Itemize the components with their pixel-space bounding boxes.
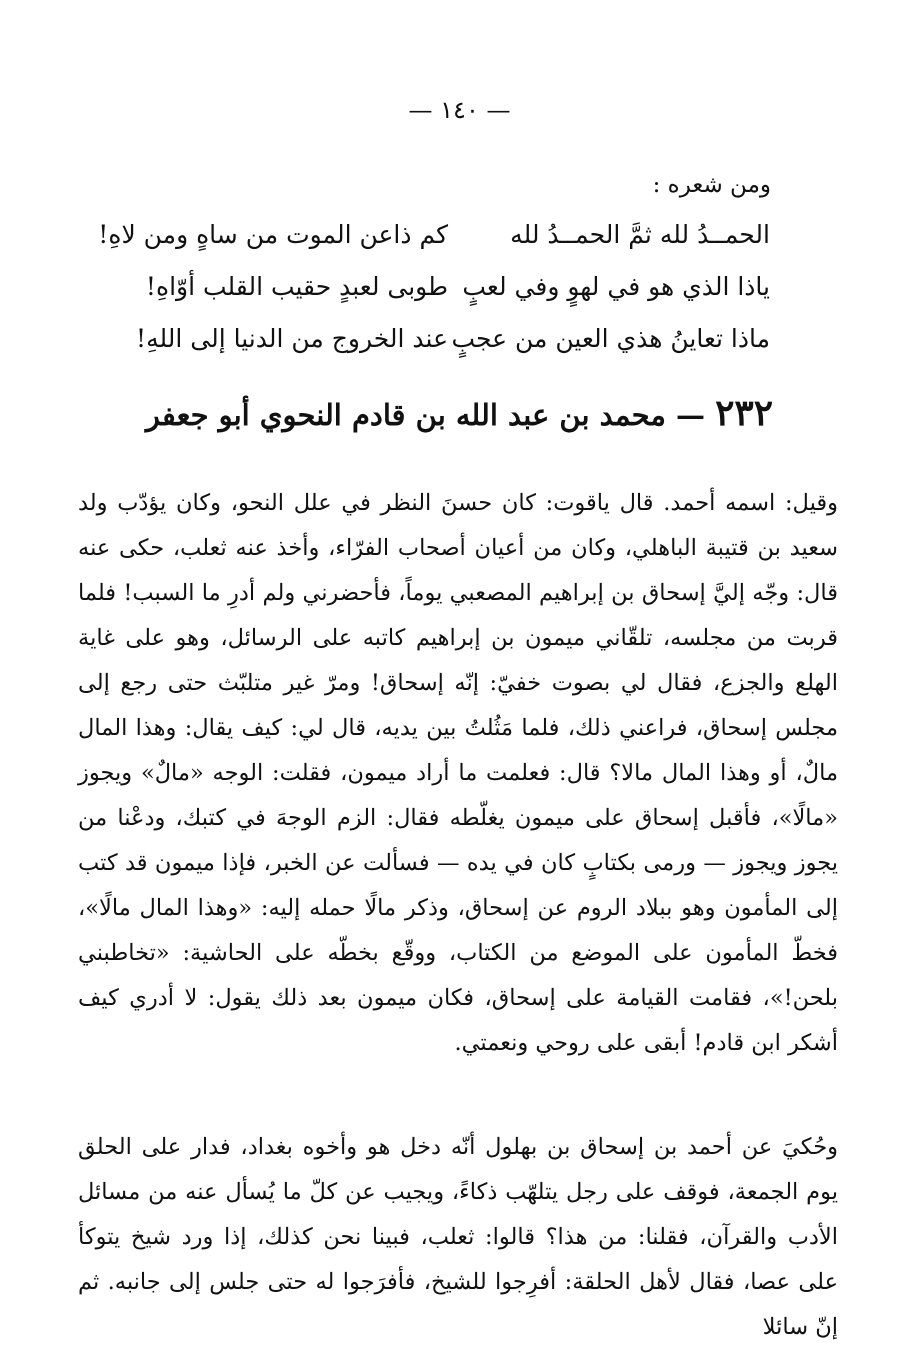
verse-second-hemistich: كم ذاعن الموت من ساهٍ ومن لاهِ!: [98, 220, 448, 249]
entry-title: — محمد بن عبد الله بن قادم النحوي أبو جعفر: [145, 398, 705, 432]
poem-verse: [136, 322, 770, 374]
verse-second-hemistich: عند الخروج من الدنيا إلى اللهِ!: [136, 324, 448, 353]
page-number: — ١٤٠ —: [408, 96, 511, 124]
poem-verse: [145, 270, 770, 322]
poem: [98, 218, 770, 374]
verse-first-hemistich: الحمــدُ لله ثمَّ الحمــدُ لله: [510, 220, 770, 249]
poem-verse: [98, 218, 770, 270]
body-paragraph: وحُكيَ عن أحمد بن إسحاق بن بهلول أنّه دخل هو وأخوه بغداد، فدار على الحلق يوم الجمعة، فوقف على رجل يتلهّب ذكاءً، ويجيب عن كلّ ما يُسأل عنه من مسائل الأدب والقرآن، فقلنا: من هذا؟ قالوا: ثعلب، فبينا نحن كذلك، إذا ورد شيخ يتوكأ على عصا، فقال لأهل الحلقة: أفرِجوا للشيخ، فأفرَجوا له حتى جلس إلى جانبه. ثم إنّ سائلا: [78, 1133, 838, 1340]
verse-first-hemistich: ياذا الذي هو في لهوٍ وفي لعبٍ: [462, 272, 770, 301]
entry-number: ٢٣٢: [715, 392, 774, 434]
verse-second-hemistich: طوبى لعبدٍ حقيب القلب أوّاهِ!: [145, 272, 448, 301]
entry-heading: [0, 392, 919, 434]
verse-first-hemistich: ماذا تعاينُ هذي العين من عجبٍ: [451, 324, 770, 353]
body-paragraph: وقيل: اسمه أحمد. قال ياقوت: كان حسنَ النظر في علل النحو، وكان يؤدّب ولد سعيد بن قتيبة الباهلي، وكان من أعيان أصحاب الفرّاء، وأخذ عنه ثعلب، حكى عنه قال: وجّه إليَّ إسحاق بن إبراهيم المصعبي يوماً، فأحضرني ولم أدرِ ما السبب! فلما قربت من مجلسه، تلقّاني ميمون بن إبراهيم كاتبه على الرسائل، وهو على غاية الهلع والجزع، فقال لي بصوت خفيّ: إنّه إسحاق! ومرّ غير متلبّث حتى رجع إلى مجلس إسحاق، فراعني ذلك، فلما مَثُلتُ بين يديه، قال لي: كيف يقال: وهذا المال مالٌ، أو وهذا المال مالا؟ قال: فعلمت ما أراد ميمون، فقلت: الوجه «مالٌ» ويجوز «مالًا»، فأقبل إسحاق على ميمون يغلّطه فقال: الزم الوجهَ في كتبك، ودعْنا من يجوز ويجوز — ورمى بكتابٍ كان في يده — فسألت عن الخبر، فإذا ميمون قد كتب إلى المأمون وهو ببلاد الروم عن إسحاق، وذكر مالًا حمله إليه: «وهذا المال مالًا»، فخطّ المأمون على الموضع من الكتاب، ووقّع بخطّه على الحاشية: «تخاطبني بلحن!»، فقامت القيامة على إسحاق، فكان ميمون بعد ذلك يقول: لا أدري كيف أشكر ابن قادم! أبقى على روحي ونعمتي.: [78, 489, 838, 1056]
poem-intro: ومن شعره :: [652, 172, 771, 198]
